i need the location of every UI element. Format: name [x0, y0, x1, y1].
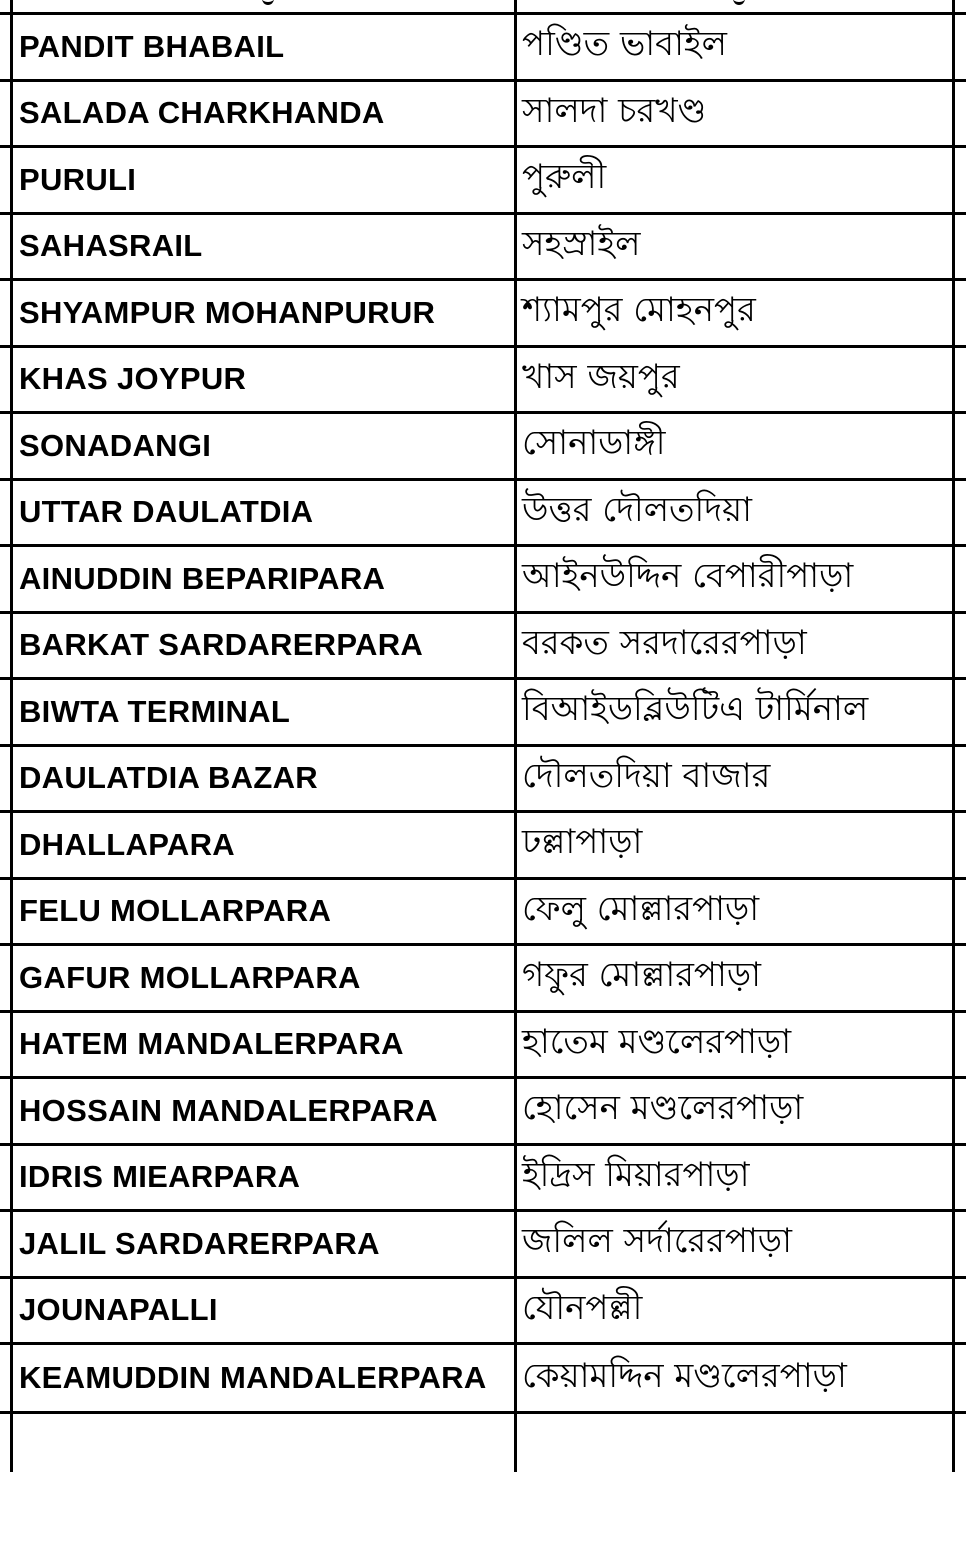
row-border-stub-right	[955, 478, 966, 481]
row-border-stub-left	[0, 212, 10, 215]
table-row	[0, 677, 966, 744]
row-border-stub-right	[955, 544, 966, 547]
row-border-stub-left	[0, 1010, 10, 1013]
previous-row-glyph-fragment	[733, 0, 745, 5]
table-row	[0, 810, 966, 877]
table-row	[0, 877, 966, 944]
bengali-name-cell: হাতেম মণ্ডলেরপাড়া	[522, 1021, 792, 1062]
row-border-stub-left	[0, 278, 10, 281]
table-row	[0, 1076, 966, 1143]
row-border-stub-right	[955, 79, 966, 82]
bengali-name-cell: উত্তর দৌলতদিয়া	[522, 489, 753, 530]
row-border-stub-left	[0, 877, 10, 880]
english-name-cell: PANDIT BHABAIL	[19, 28, 285, 64]
row-border-stub-right	[955, 877, 966, 880]
row-border-stub-left	[0, 611, 10, 614]
row-border-stub-left	[0, 1209, 10, 1212]
row-border-stub-right	[955, 810, 966, 813]
bengali-name-cell: জলিল সর্দারেরপাড়া	[522, 1221, 792, 1262]
row-border-stub-left	[0, 810, 10, 813]
row-border-stub-right	[955, 345, 966, 348]
table-row	[0, 145, 966, 212]
bengali-name-cell: সোনাডাঙ্গী	[522, 423, 666, 464]
bengali-name-cell: পুরুলী	[522, 157, 607, 198]
bengali-name-cell: দৌলতদিয়া বাজার	[522, 755, 771, 796]
english-name-cell: GAFUR MOLLARPARA	[19, 959, 361, 995]
bengali-name-cell: সহস্রাইল	[522, 223, 641, 264]
english-name-cell: SHYAMPUR MOHANPURUR	[19, 294, 436, 330]
bengali-name-cell: খাস জয়পুর	[522, 356, 680, 397]
bengali-name-cell: হোসেন মণ্ডলেরপাড়া	[522, 1088, 804, 1129]
row-border-stub-left	[0, 1342, 10, 1345]
table-row	[0, 345, 966, 412]
bengali-name-cell: ঢল্লাপাড়া	[522, 822, 643, 863]
place-name-table	[0, 12, 966, 1414]
row-border-stub-right	[955, 278, 966, 281]
row-border-stub-right	[955, 1076, 966, 1079]
table-row	[0, 1209, 966, 1276]
bengali-name-cell: কেয়ামদ্দিন মণ্ডলেরপাড়া	[522, 1355, 847, 1396]
row-border-stub-left	[0, 677, 10, 680]
english-name-cell: HATEM MANDALERPARA	[19, 1026, 404, 1062]
table-row	[0, 1276, 966, 1343]
bengali-name-cell: শ্যামপুর মোহনপুর	[522, 290, 756, 331]
row-border-stub-left	[0, 544, 10, 547]
row-border-stub-right	[955, 12, 966, 15]
row-border-stub-right	[955, 212, 966, 215]
table-row	[0, 1143, 966, 1210]
row-border-stub-right	[955, 1342, 966, 1345]
english-name-cell: SALADA CHARKHANDA	[19, 95, 385, 131]
english-name-cell: KEAMUDDIN MANDALERPARA	[19, 1360, 487, 1395]
table-row	[0, 478, 966, 545]
table-row	[0, 744, 966, 811]
row-border-stub-right	[955, 1143, 966, 1146]
row-border-stub-right	[955, 1276, 966, 1279]
english-name-cell: KHAS JOYPUR	[19, 361, 247, 397]
row-border-stub-left	[0, 744, 10, 747]
table-row	[0, 79, 966, 146]
row-border-stub-left	[0, 478, 10, 481]
table-row	[0, 212, 966, 279]
row-border-stub-right	[955, 744, 966, 747]
table-row	[0, 411, 966, 478]
english-name-cell: SAHASRAIL	[19, 228, 203, 264]
table-row	[0, 1342, 966, 1414]
table-row	[0, 278, 966, 345]
previous-row-glyph-fragment	[262, 0, 274, 5]
row-border-stub-left	[0, 345, 10, 348]
row-border-stub-right	[955, 1209, 966, 1212]
bengali-name-cell: বরকত সরদারেরপাড়া	[522, 622, 807, 663]
row-border-stub-right	[955, 611, 966, 614]
table-row	[0, 1010, 966, 1077]
english-name-cell: IDRIS MIEARPARA	[19, 1159, 301, 1195]
table-row	[0, 12, 966, 79]
row-border-stub-right	[955, 411, 966, 414]
row-border-stub-left	[0, 1143, 10, 1146]
english-name-cell: DHALLAPARA	[19, 826, 235, 862]
english-name-cell: UTTAR DAULATDIA	[19, 494, 314, 530]
row-border-stub-left	[0, 1276, 10, 1279]
english-name-cell: FELU MOLLARPARA	[19, 893, 332, 929]
bengali-name-cell: বিআইডব্লিউটিএ টার্মিনাল	[522, 689, 869, 730]
bengali-name-cell: সালদা চরখণ্ড	[522, 90, 707, 131]
english-name-cell: SONADANGI	[19, 427, 212, 463]
bengali-name-cell: আইনউদ্দিন বেপারীপাড়া	[522, 556, 854, 597]
table-row	[0, 943, 966, 1010]
table-row	[0, 611, 966, 678]
row-border-stub-left	[0, 79, 10, 82]
row-border-stub-left	[0, 12, 10, 15]
row-border-stub-left	[0, 411, 10, 414]
bengali-name-cell: ইদ্রিস মিয়ারপাড়া	[522, 1154, 750, 1195]
row-border-stub-right	[955, 677, 966, 680]
english-name-cell: PURULI	[19, 161, 137, 197]
english-name-cell: BIWTA TERMINAL	[19, 693, 291, 729]
row-border-stub-left	[0, 943, 10, 946]
english-name-cell: HOSSAIN MANDALERPARA	[19, 1092, 438, 1128]
bengali-name-cell: ফেলু মোল্লারপাড়া	[522, 888, 760, 929]
bengali-name-cell: যৌনপল্লী	[522, 1287, 643, 1328]
english-name-cell: DAULATDIA BAZAR	[19, 760, 318, 796]
row-border-stub-right	[955, 1010, 966, 1013]
row-border-stub-left	[0, 145, 10, 148]
row-border-stub-left	[0, 1076, 10, 1079]
bengali-name-cell: গফুর মোল্লারপাড়া	[522, 955, 761, 996]
bengali-name-cell: পণ্ডিত ভাবাইল	[522, 24, 727, 65]
row-border-stub-right	[955, 145, 966, 148]
english-name-cell: AINUDDIN BEPARIPARA	[19, 560, 386, 596]
english-name-cell: JOUNAPALLI	[19, 1292, 218, 1328]
english-name-cell: BARKAT SARDARERPARA	[19, 627, 424, 663]
table-row	[0, 544, 966, 611]
english-name-cell: JALIL SARDARERPARA	[19, 1225, 380, 1261]
row-border-stub-right	[955, 943, 966, 946]
